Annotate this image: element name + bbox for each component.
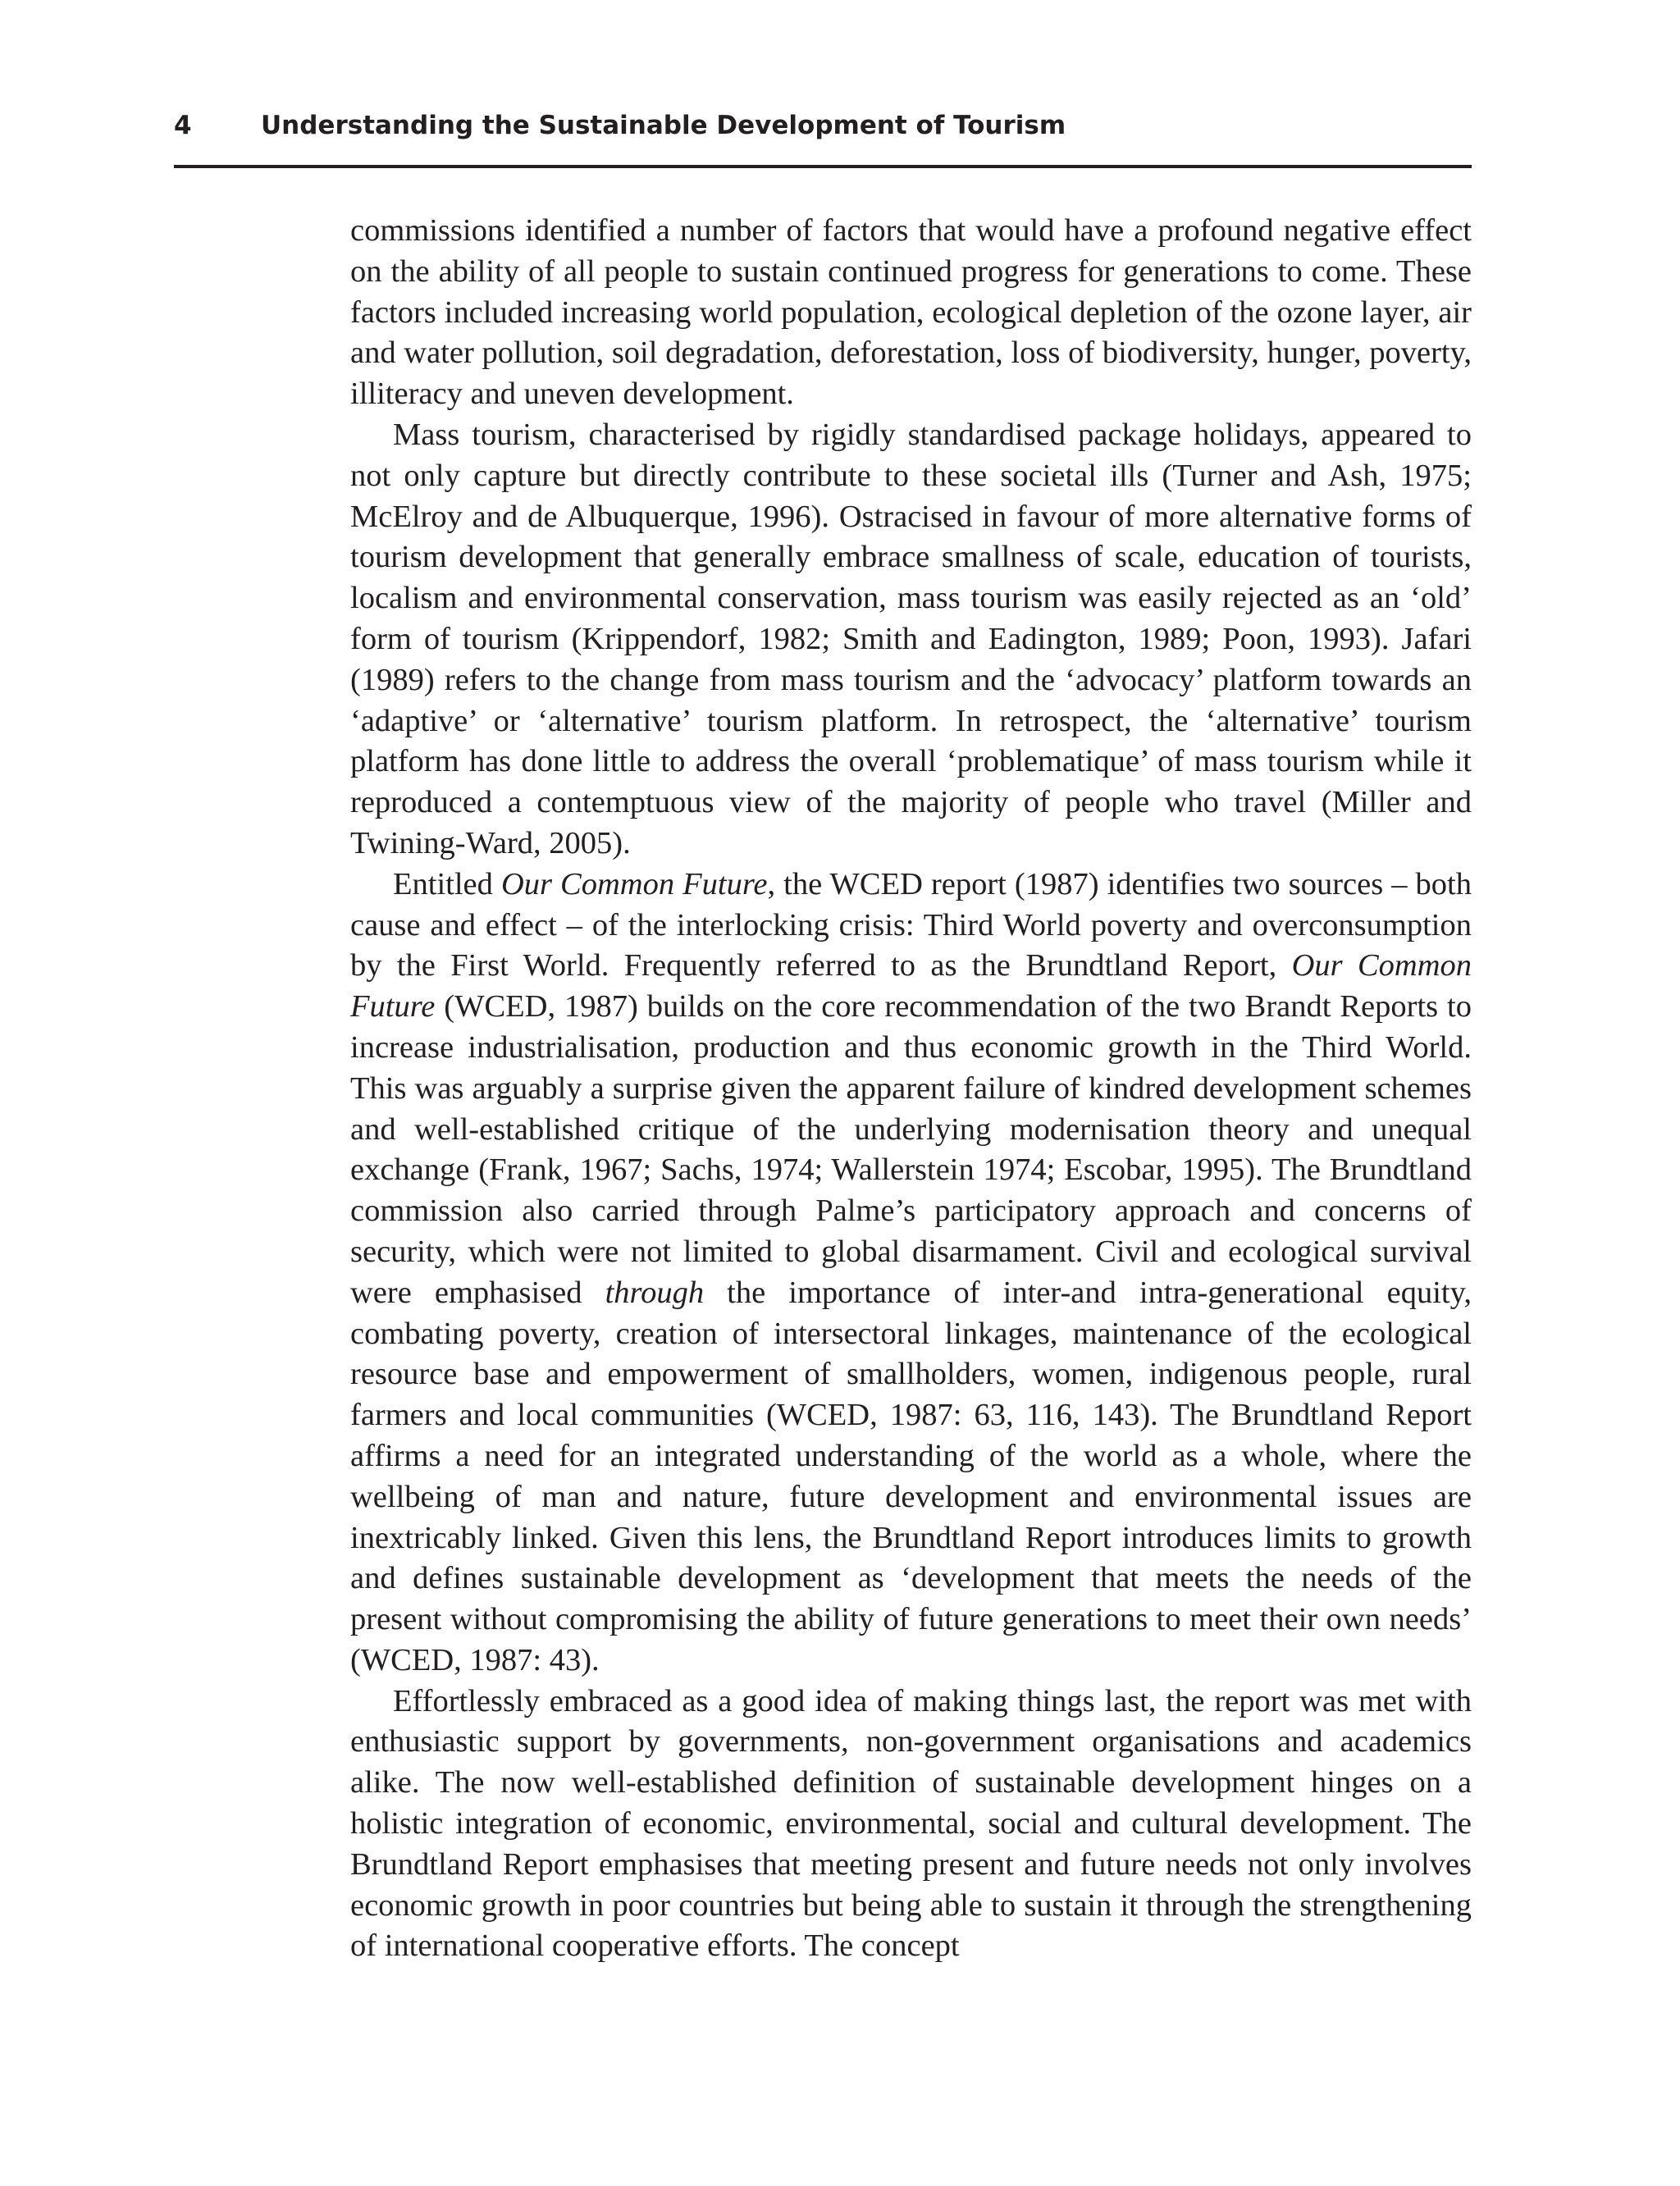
text-run: (WCED, 1987) builds on the core recommendation of the two Brandt Reports to increase industrialisation, production and thus economic growth in the Third World. This was arguably a surprise given the apparent failure of kindred development schemes and well-established critique of the underlying modernisation theory and unequal exchange (Frank, 1967; Sachs, 1974; Wallerstein 1974; Escobar, 1995). The Brundtland commission also carried through Palme’s participatory approach and concerns of security, which were not limited to global disarmament. Civil and ecological survival were emphasised <box>350 989 1472 1310</box>
header-rule <box>174 165 1472 168</box>
italic-emphasis: through <box>605 1275 705 1310</box>
paragraph-continuation: commissions identified a number of factors that would have a profound negative effect on the ability of all people to sustain continued progress for generations to come. These factors included increasing world population, ecological depletion of the ozone layer, air and water pollution, soil degradation, deforestation, loss of biodiversity, hunger, poverty, illiteracy and uneven development. <box>350 213 1472 412</box>
running-head <box>174 105 1472 146</box>
text-run: Entitled <box>393 866 501 901</box>
paragraph-embraced: Effortlessly embraced as a good idea of making things last, the report was met with enthusiastic support by governments, non-government organisations and academics alike. The now well-established definition of sustainable development hinges on a holistic integration of economic, environmental, social and cultural development. The Brundtland Report emphasises that meeting present and future needs not only involves economic growth in poor countries but being able to sustain it through the strengthening of international cooperative efforts. The concept <box>350 1683 1472 1964</box>
page-number: 4 <box>174 111 192 140</box>
paragraph-wced-report <box>350 865 1472 1682</box>
paragraph-mass-tourism: Mass tourism, characterised by rigidly standardised package holidays, appeared to not only capture but directly contribute to these societal ills (Turner and Ash, 1975; McElroy and de Albuquerque, 1996). Ostracised in favour of more alternative forms of tourism development that generally embrace smallness of scale, education of tourists, localism and environmental conservation, mass tourism was easily rejected as an ‘old’ form of tourism (Krippendorf, 1982; Smith and Eadington, 1989; Poon, 1993). Jafari (1989) refers to the change from mass tourism and the ‘advocacy’ platform towards an ‘adaptive’ or ‘alternative’ tourism platform. In retrospect, the ‘alternative’ tourism platform has done little to address the overall ‘problematique’ of mass tourism while it reproduced a contemptuous view of the majority of people who travel (Miller and Twining-Ward, 2005). <box>350 417 1472 860</box>
text-run: , the WCED report (1987) identifies two sources – both cause and effect – of the interlocking crisis: Third World poverty and overconsumption by the First World. Frequently referred to as the Brundtland Report, <box>350 866 1472 983</box>
running-title: Understanding the Sustainable Development of Tourism <box>261 111 1066 140</box>
italic-title: Our Common Future <box>500 866 768 901</box>
text-run: the importance of inter-and intra-generational equity, combating poverty, creation of intersectoral linkages, maintenance of the ecological resource base and empowerment of smallholders, women, indigenous people, rural farmers and local communities (WCED, 1987: 63, 116, 143). The Brundtland Report affirms a need for an integrated understanding of the world as a whole, where the wellbeing of man and nature, future development and environmental issues are inextricably linked. Given this lens, the Brundtland Report introduces limits to growth and defines sustainable development as ‘development that meets the needs of the present without compromising the ability of future generations to meet their own needs’ (WCED, 1987: 43). <box>350 1275 1472 1677</box>
body-text <box>350 211 1472 1967</box>
italic-title: Our Common Future <box>350 948 1472 1025</box>
